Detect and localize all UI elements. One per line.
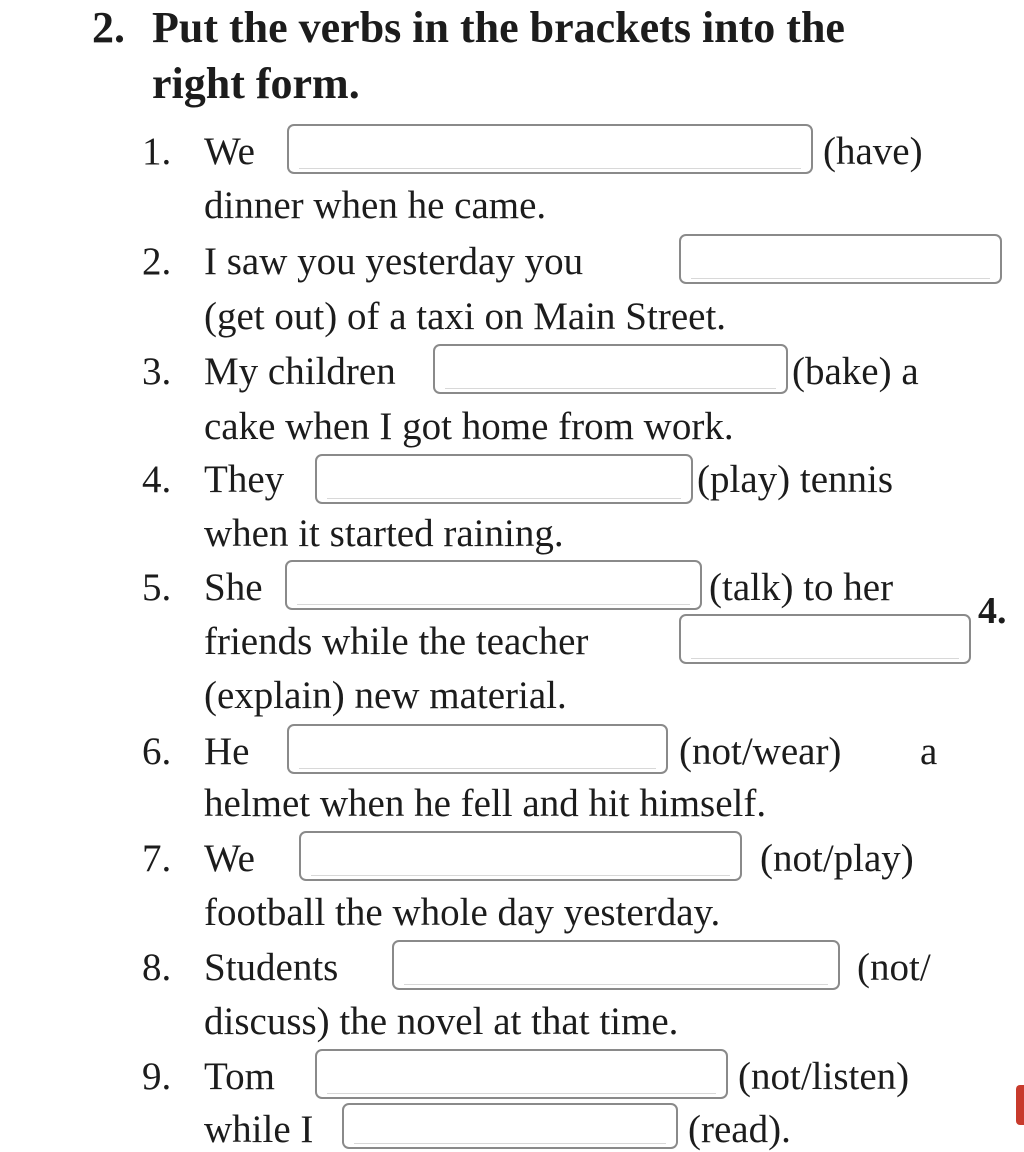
item-number: 5.: [142, 566, 172, 609]
exercise-number: 2.: [92, 3, 125, 52]
answer-box[interactable]: [285, 560, 702, 610]
verb-hint: (play) tennis: [697, 458, 894, 501]
item-text: cake when I got home from work.: [204, 405, 734, 448]
verb-hint: (not/listen): [738, 1055, 910, 1098]
item-text: while I: [204, 1108, 314, 1151]
item-number: 7.: [142, 837, 172, 880]
item-number: 4.: [142, 458, 172, 501]
verb-hint: (read).: [688, 1108, 791, 1151]
answer-box[interactable]: [679, 614, 971, 664]
item-text: Students: [204, 946, 339, 989]
answer-box[interactable]: [342, 1103, 678, 1149]
verb-hint: (explain) new material.: [204, 674, 567, 717]
answer-box[interactable]: [392, 940, 840, 990]
verb-hint: (not/play): [760, 837, 914, 880]
item-number: 2.: [142, 240, 172, 283]
item-text: discuss) the novel at that time.: [204, 1000, 679, 1043]
item-text: She: [204, 566, 263, 609]
verb-hint: (talk) to her: [709, 566, 894, 609]
item-text: We: [204, 130, 255, 173]
verb-hint: (have): [823, 130, 923, 173]
item-text: a: [920, 730, 938, 773]
item-text: football the whole day yesterday.: [204, 891, 721, 934]
item-text: dinner when he came.: [204, 184, 547, 227]
item-text: We: [204, 837, 255, 880]
item-text: helmet when he fell and hit himself.: [204, 782, 767, 825]
item-text: He: [204, 730, 250, 773]
item-number: 8.: [142, 946, 172, 989]
item-text: I saw you yesterday you: [204, 240, 584, 283]
item-text: when it started raining.: [204, 512, 564, 555]
item-text: My children: [204, 350, 396, 393]
answer-box[interactable]: [315, 1049, 728, 1099]
instruction-line-2: right form.: [152, 59, 360, 108]
side-exercise-number: 4.: [978, 590, 1007, 632]
verb-hint: (get out) of a taxi on Main Street.: [204, 295, 727, 338]
item-number: 9.: [142, 1055, 172, 1098]
instruction-line-1: Put the verbs in the brackets into the: [152, 3, 845, 52]
verb-hint: (bake) a: [792, 350, 919, 393]
item-text: They: [204, 458, 285, 501]
answer-box[interactable]: [315, 454, 693, 504]
answer-box[interactable]: [679, 234, 1002, 284]
page-edge-marker: [1016, 1085, 1024, 1125]
item-text: friends while the teacher: [204, 620, 589, 663]
verb-hint: (not/: [857, 946, 931, 989]
item-number: 3.: [142, 350, 172, 393]
answer-box[interactable]: [287, 724, 668, 774]
answer-box[interactable]: [287, 124, 813, 174]
item-number: 1.: [142, 130, 172, 173]
verb-hint: (not/wear): [679, 730, 842, 773]
item-number: 6.: [142, 730, 172, 773]
answer-box[interactable]: [299, 831, 742, 881]
item-text: Tom: [204, 1055, 275, 1098]
answer-box[interactable]: [433, 344, 788, 394]
